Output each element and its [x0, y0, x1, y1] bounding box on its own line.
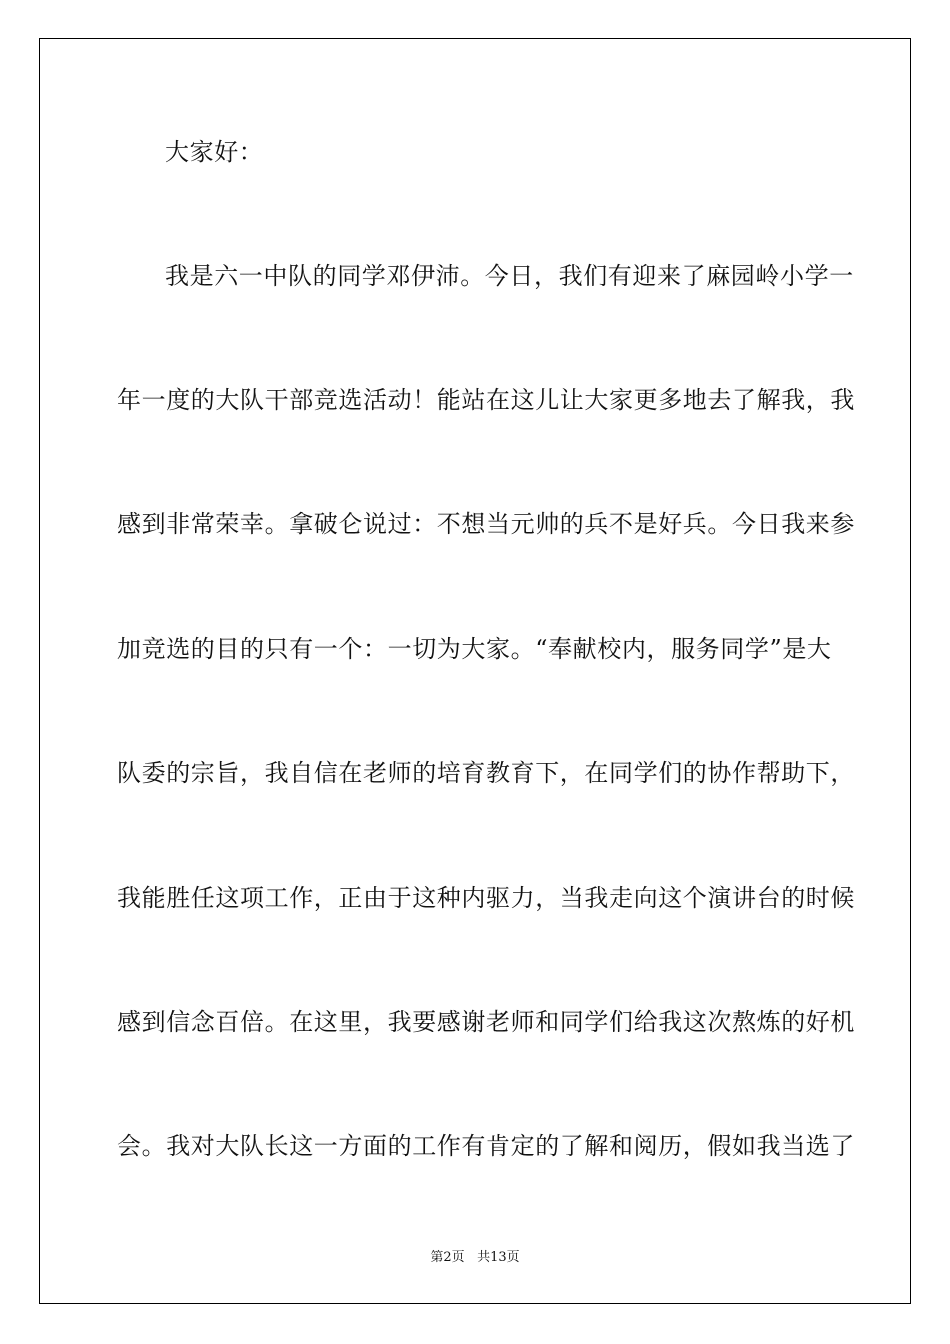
body-line-7: 感到信念百倍。在这里，我要感谢老师和同学们给我这次熬炼的好机	[117, 1008, 855, 1036]
body-line-5: 队委的宗旨，我自信在老师的培育教育下，在同学们的协作帮助下，	[117, 759, 855, 787]
body-line-4: 加竞选的目的只有一个：一切为大家。“奉献校内，服务同学”是大	[117, 635, 832, 663]
body-line-2: 年一度的大队干部竞选活动！能站在这儿让大家更多地去了解我，我	[117, 386, 855, 414]
page-border	[39, 38, 911, 1304]
page-total: 共13页	[477, 1250, 520, 1265]
page-number: 第2页	[430, 1250, 465, 1265]
body-line-1: 我是六一中队的同学邓伊沛。今日，我们有迎来了麻园岭小学一	[165, 262, 854, 290]
body-line-3: 感到非常荣幸。拿破仑说过：不想当元帅的兵不是好兵。今日我来参	[117, 510, 855, 538]
greeting-text: 大家好：	[165, 138, 264, 166]
page-footer	[0, 1246, 950, 1265]
body-line-6: 我能胜任这项工作，正由于这种内驱力，当我走向这个演讲台的时候	[117, 884, 855, 912]
body-line-8: 会。我对大队长这一方面的工作有肯定的了解和阅历，假如我当选了	[117, 1132, 855, 1160]
